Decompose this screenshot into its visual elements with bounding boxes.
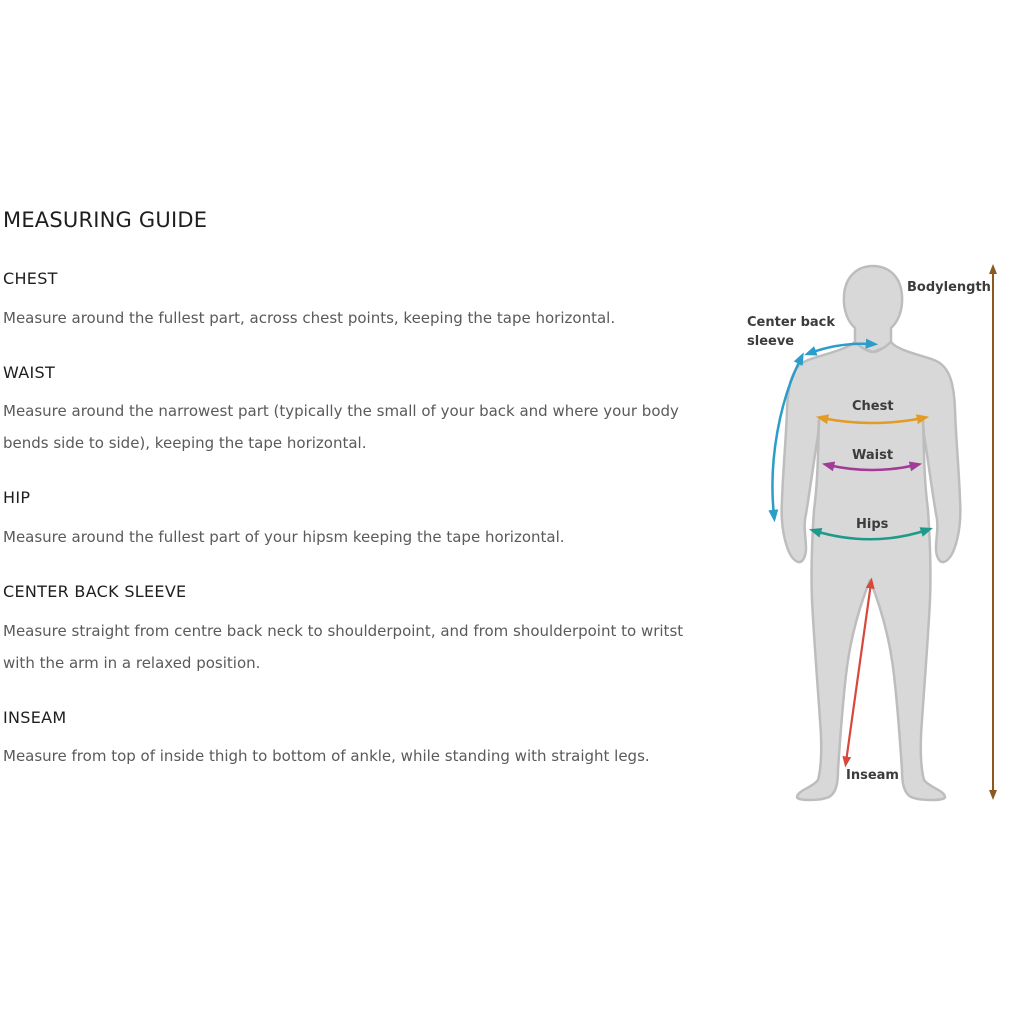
hips-label: Hips <box>856 517 889 532</box>
hip-heading: HIP <box>3 488 31 507</box>
chest-label: Chest <box>852 399 894 414</box>
bodylength-label: Bodylength <box>907 280 991 295</box>
body-diagram <box>730 255 1011 815</box>
chest-heading: CHEST <box>3 269 58 288</box>
waist-heading: WAIST <box>3 363 56 382</box>
center-back-sleeve-heading: CENTER BACK SLEEVE <box>3 582 187 601</box>
body-silhouette <box>782 266 961 800</box>
center-back-label-line2: sleeve <box>747 334 795 349</box>
center-back-label-line1: Center back <box>747 315 836 330</box>
hip-text: Measure around the fullest part of your hipsm keeping the tape horizontal. <box>3 528 565 546</box>
waist-label: Waist <box>852 448 894 463</box>
waist-text: Measure around the narrowest part (typically the small of your back and where your body bends side to side), keeping the tape horizontal. <box>3 402 679 452</box>
body-measurement-figure <box>730 255 1011 815</box>
inseam-label: Inseam <box>846 768 899 783</box>
inseam-text: Measure from top of inside thigh to bottom of ankle, while standing with straight legs. <box>3 747 650 765</box>
inseam-heading: INSEAM <box>3 708 67 727</box>
center-back-sleeve-text: Measure straight from centre back neck to shoulderpoint, and from shoulderpoint to writst with the arm in a relaxed position. <box>3 622 684 672</box>
chest-text: Measure around the fullest part, across chest points, keeping the tape horizontal. <box>3 309 616 327</box>
guide-title: MEASURING GUIDE <box>3 208 208 232</box>
